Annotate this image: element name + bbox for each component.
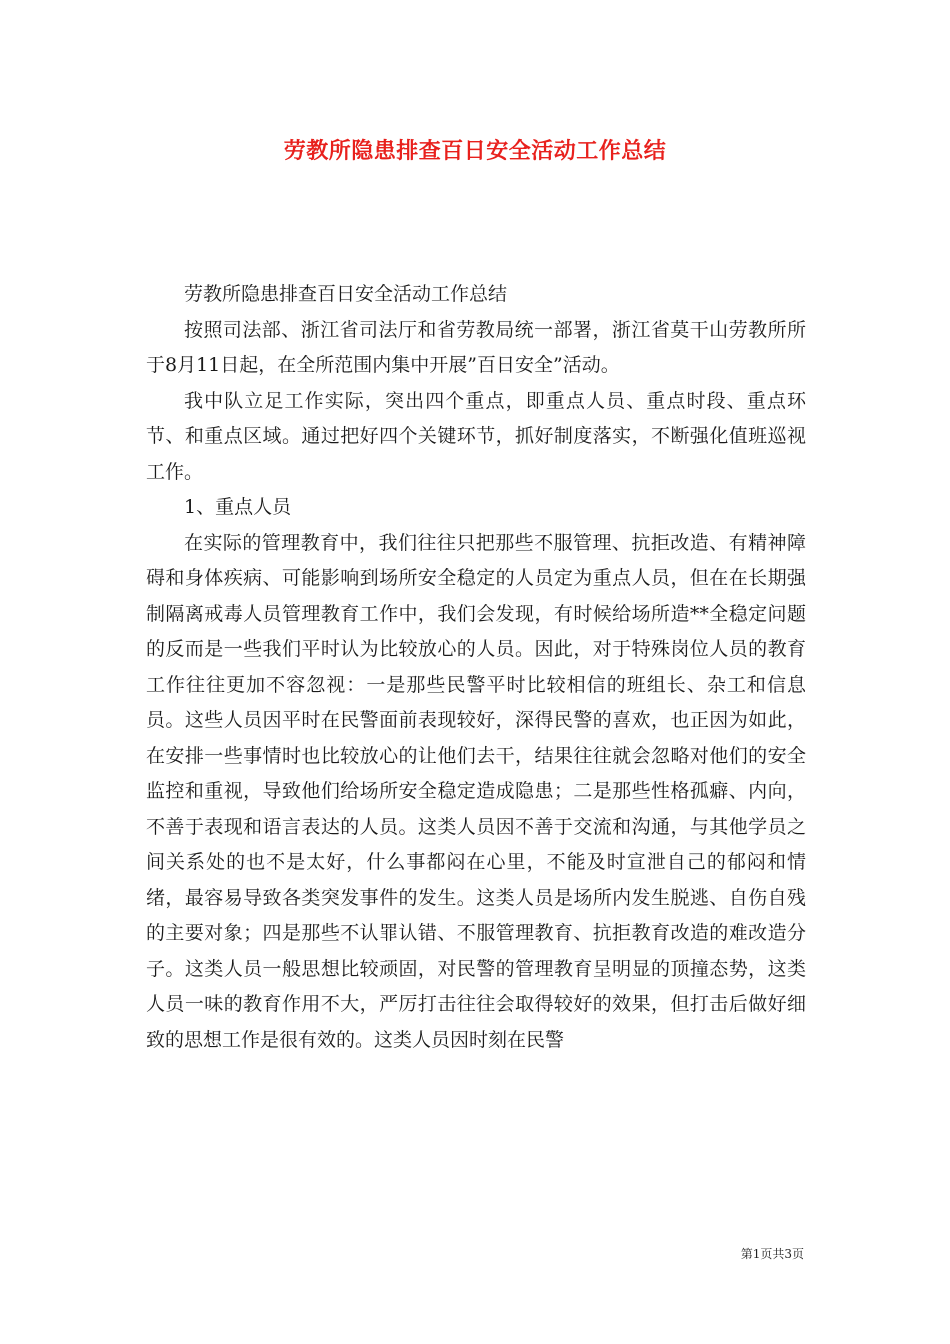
section-heading-key-personnel: 1、重点人员 (184, 496, 292, 518)
page-number: 第1页共3页 (740, 1247, 804, 1261)
paragraph-key-personnel: 在实际的管理教育中，我们往往只把那些不服管理、抗拒改造、有精神障碍和身体疾病、可能影响到场所安全稳定的人员定为重点人员，但在在长期强制隔离戒毒人员管理教育工作中，我们会发现，有时候给场所造**全稳定问题的反而是一些我们平时认为比较放心的人员。因此，对于特殊岗位人员的教育工作往往更加不容忽视：一是那些民警平时比较相信的班组长、杂工和信息员。这些人员因平时在民警面前表现较好，深得民警的喜欢，也正因为如此，在安排一些事情时也比较放心的让他们去干，结果往往就会忽略对他们的安全监控和重视，导致他们给场所安全稳定造成隐患；二是那些性格孤癖、内向，不善于表现和语言表达的人员。这类人员因不善于交流和沟通，与其他学员之间关系处的也不是太好，什么事都闷在心里，不能及时宣泄自己的郁闷和情绪，最容易导致各类突发事件的发生。这类人员是场所内发生脱逃、自伤自残的主要对象；四是那些不认罪认错、不服管理教育、抗拒教育改造的难改造分子。这类人员一般思想比较顽固，对民警的管理教育呈明显的顶撞态势，这类人员一味的教育作用不大，严厉打击往往会取得较好的效果，但打击后做好细致的思想工作是很有效的。这类人员因时刻在民警 (146, 531, 806, 1051)
document-title: 劳教所隐患排查百日安全活动工作总结 (283, 138, 667, 164)
document-body (146, 277, 806, 1058)
paragraph-focus: 我中队立足工作实际，突出四个重点，即重点人员、重点时段、重点环节、和重点区域。通过把好四个关键环节，抓好制度落实，不断强化值班巡视工作。 (146, 389, 806, 483)
paragraph-heading: 劳教所隐患排查百日安全活动工作总结 (184, 283, 508, 305)
paragraph-intro: 按照司法部、浙江省司法厅和省劳教局统一部署，浙江省莫干山劳教所所于8月11日起，在全所范围内集中开展”百日安全”活动。 (146, 318, 806, 376)
